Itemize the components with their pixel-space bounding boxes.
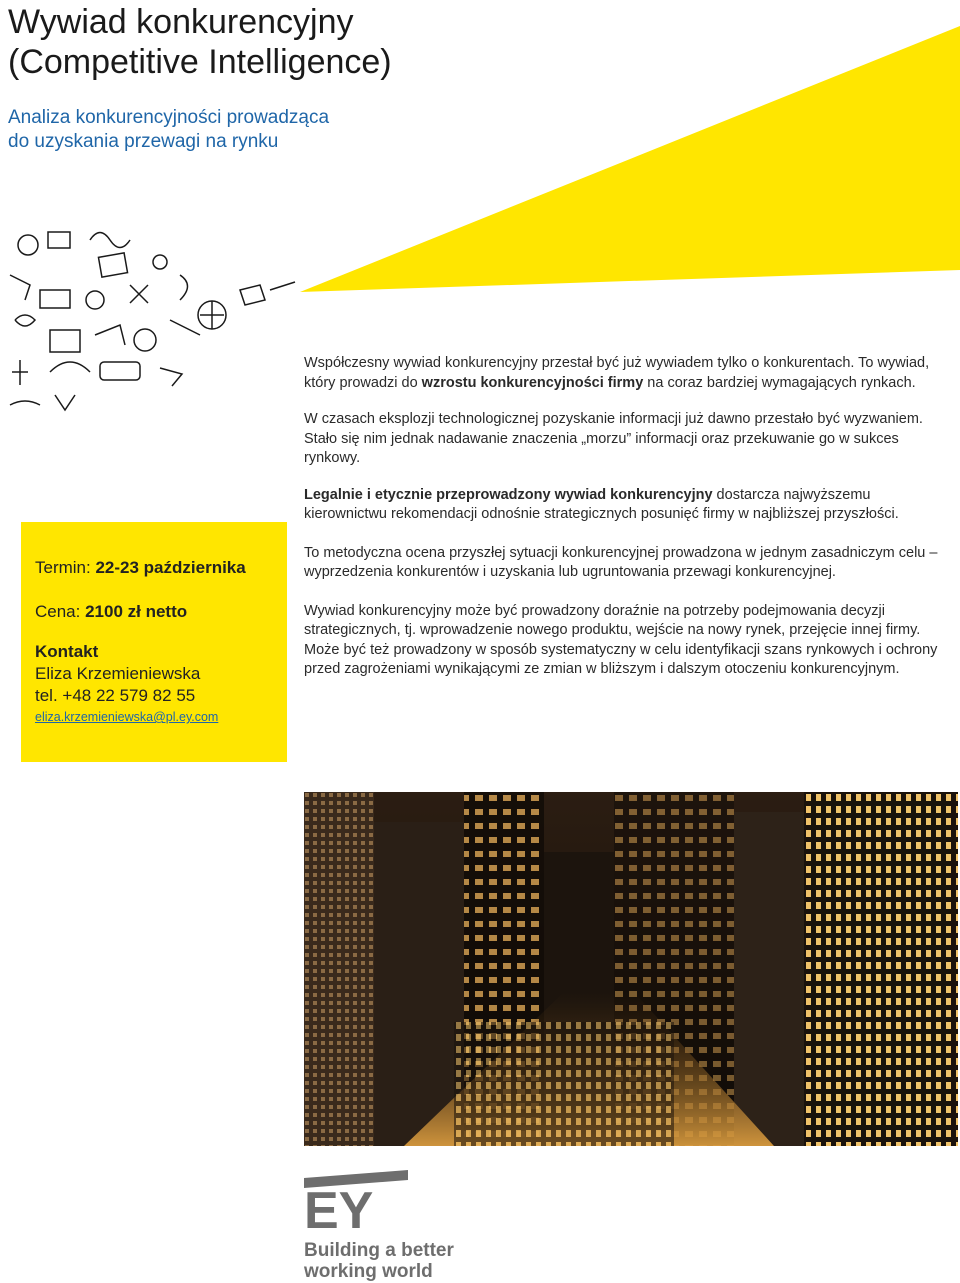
tagline-line-2: working world: [304, 1261, 433, 1282]
title-line-2: (Competitive Intelligence): [8, 43, 392, 81]
paragraph-usage: Wywiad konkurencyjny może być prowadzony doraźnie na potrzeby podejmowania decyzji strategicznych, tj. wprowadzenie nowego produktu, wejście na nowy rynek, przejęcie innej firmy. Może być też prowadzony w sposób systematyczny w celu identyfikacji szans rynkowych i ochrony przed zagrożeniami wynikającymi ze zmian w bliższym i dalszym otoczeniu konkurencyjnym.: [304, 602, 938, 677]
paragraph-intro: Współczesny wywiad konkurencyjny przestał być już wywiadem tylko o konkurentach. To wywiad, który prowadzi do wzrostu konkurencyjności firmy na coraz bardziej wymagających rynkach.: [304, 355, 930, 391]
contact-phone: tel. +48 22 579 82 55: [35, 686, 196, 705]
paragraph-technology: W czasach eksplozji technologicznej pozyskanie informacji już dawno przestało być wyzwaniem. Stało się nim jednak nadawanie znaczenia „morzu” informacji oraz przekuwanie go w sukces rynkowy.: [304, 411, 923, 466]
city-night-photo: [304, 792, 958, 1146]
term-row: [35, 558, 246, 578]
contact-heading: Kontakt: [35, 642, 99, 661]
price-row: [35, 602, 187, 622]
paragraph-legal: Legalnie i etycznie przeprowadzony wywiad konkurencyjny dostarcza najwyższemu kierownictwu rekomendacji odnośnie strategicznych posunięć firmy w najbliższej przyszłości.: [304, 486, 899, 522]
doodle-cluster: [0, 212, 300, 430]
subtitle-line-2: do uzyskania przewagi na rynku: [8, 131, 279, 152]
highlight-growth: wzrostu konkurencyjności firmy: [421, 374, 644, 391]
title-line-1: Wywiad konkurencyjny: [8, 3, 354, 41]
subtitle-line-1: Analiza konkurencyjności prowadząca: [8, 107, 330, 128]
main-body-text: [304, 354, 954, 680]
price-label: Cena:: [35, 602, 86, 621]
page-title: [8, 2, 392, 82]
tagline-line-1: Building a better: [304, 1240, 454, 1261]
term-value: 22-23 października: [95, 558, 246, 577]
ey-logo: [304, 1170, 408, 1230]
contact-email-link[interactable]: eliza.krzemieniewska@pl.ey.com: [35, 710, 219, 724]
contact-name: Eliza Krzemieniewska: [35, 664, 201, 683]
ey-logo-text: EY: [304, 1182, 374, 1230]
price-value: 2100 zł netto: [85, 602, 188, 621]
page-subtitle: [8, 106, 329, 154]
highlight-legal: Legalnie i etycznie przeprowadzony wywiad konkurencyjny: [304, 486, 713, 503]
brand-tagline: [304, 1240, 454, 1282]
info-box: [21, 522, 287, 762]
term-label: Termin:: [35, 558, 96, 577]
paragraph-method: To metodyczna ocena przyszłej sytuacji konkurencyjnej prowadzona w jednym zasadniczym celu – wyprzedzenia konkurentów i uzyskania lub ugruntowania przewagi konkurencyjnej.: [304, 544, 938, 580]
